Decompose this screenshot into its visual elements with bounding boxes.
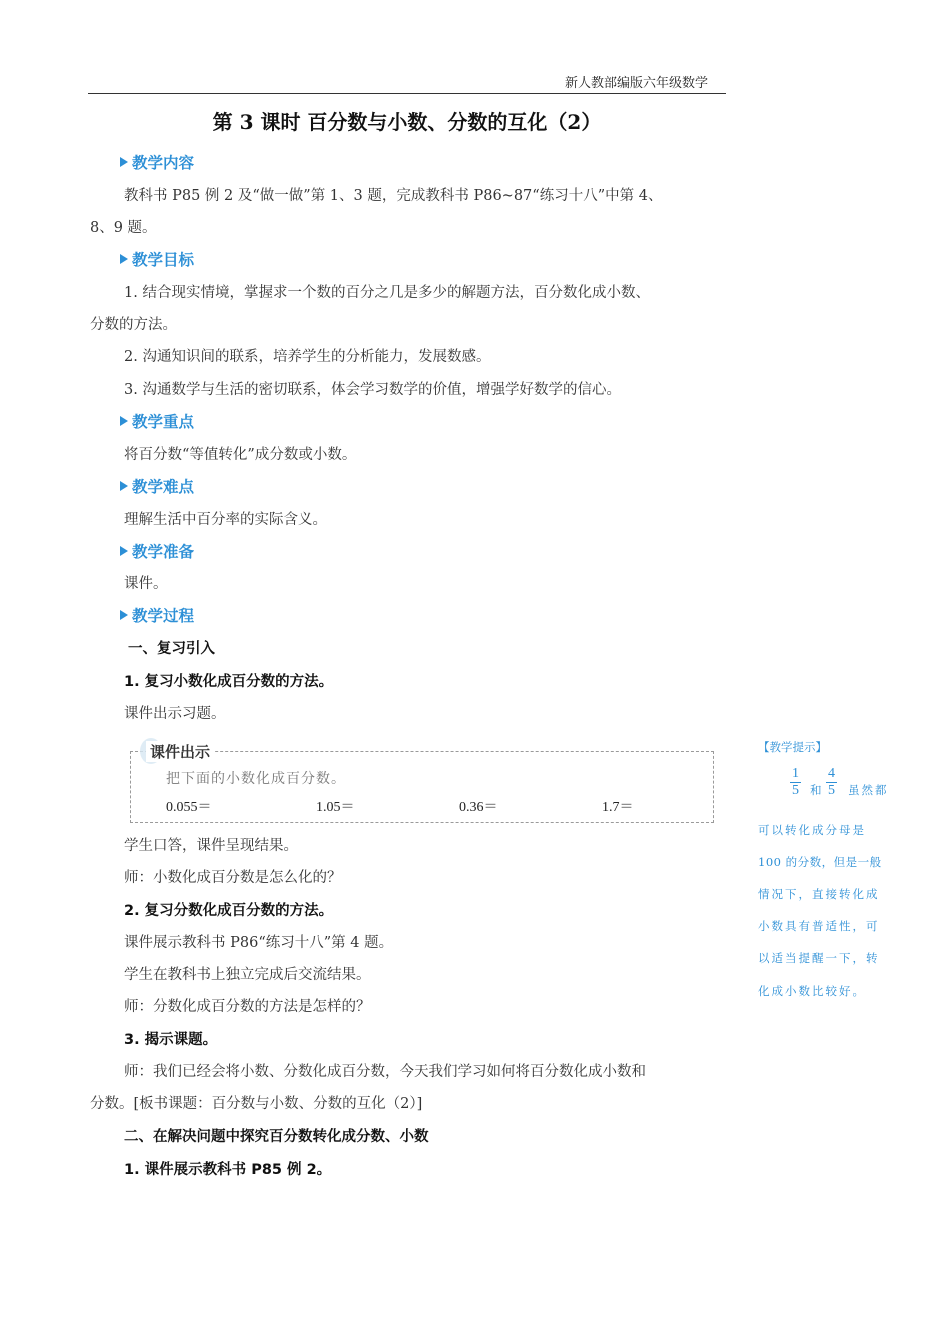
tip-fraction-2-denominator: 5 [828,783,835,798]
triangle-icon [120,610,128,620]
process-step-2-text-2: 学生在教科书上独立完成后交流结果。 [124,967,371,983]
header-rule [88,93,726,94]
triangle-icon [120,481,128,491]
process-step-2-text-3: 师：分数化成百分数的方法是怎样的？ [124,999,371,1015]
header-series: 新人教部编版六年级数学 [565,76,709,91]
courseware-item: 0.055＝ [166,800,212,815]
section-heading-label: 教学重点 [132,413,195,431]
triangle-icon [120,254,128,264]
goal-2: 2. 沟通知识间的联系，培养学生的分析能力，发展数感。 [124,349,491,365]
process-part-2: 二、在解决问题中探究百分数转化成分数、小数 [124,1129,429,1145]
courseware-item: 1.7＝ [602,800,634,815]
section-heading-label: 教学过程 [132,607,195,625]
section-heading-label: 教学内容 [132,154,195,172]
process-step-2-text-1: 课件展示教科书 P86“练习十八”第 4 题。 [124,935,394,951]
triangle-icon [120,416,128,426]
section-heading-process [120,604,194,626]
process-step-3-line-2: 分数。[板书课题：百分数与小数、分数的互化（2）] [90,1096,423,1112]
content-line-2: 8、9 题。 [90,220,157,236]
tip-fraction-2-numerator: 4 [828,766,835,781]
process-answer: 学生口答，课件呈现结果。 [124,838,298,854]
courseware-item: 1.05＝ [316,800,355,815]
process-question-1: 师：小数化成百分数是怎么化的？ [124,870,342,886]
tip-and: 和 [810,783,824,797]
tip-line-7: 化成小数比较好。 [758,984,866,998]
process-step-1-text: 课件出示习题。 [124,706,226,722]
goal-3: 3. 沟通数学与生活的密切联系，体会学习数学的价值，增强学好数学的信心。 [124,382,621,398]
page-title: 第 3 课时 百分数与小数、分数的互化（2） [212,110,602,134]
process-step-1: 1. 复习小数化成百分数的方法。 [124,674,334,690]
process-part-2-step-1: 1. 课件展示教科书 P85 例 2。 [124,1162,332,1178]
courseware-instruction: 把下面的小数化成百分数。 [166,771,346,787]
courseware-title: 课件出示 [146,741,214,762]
process-step-3: 3. 揭示课题。 [124,1032,218,1048]
courseware-item: 0.36＝ [459,800,498,815]
tip-line-4: 情况下，直接转化成 [758,887,880,901]
goal-1-line-1: 1. 结合现实情境，掌握求一个数的百分之几是多少的解题方法，百分数化成小数、 [124,285,650,301]
process-part-1: 一、复习引入 [128,641,215,657]
triangle-icon [120,546,128,556]
content-line-1: 教科书 P85 例 2 及“做一做”第 1、3 题，完成教科书 P86~87“练习十八”中第 4、 [124,188,663,204]
key-text: 将百分数“等值转化”成分数或小数。 [124,447,357,463]
process-step-2: 2. 复习分数化成百分数的方法。 [124,903,334,919]
triangle-icon [120,157,128,167]
tip-fraction-1-denominator: 5 [792,783,799,798]
tip-fraction-1 [790,766,801,799]
tip-fraction-1-numerator: 1 [792,766,799,781]
process-step-3-line-1: 师：我们已经会将小数、分数化成百分数，今天我们学习如何将百分数化成小数和 [124,1064,646,1080]
tip-line-5: 小数具有普适性，可 [758,919,880,933]
section-heading-prep [120,540,194,562]
tip-text-tail: 虽然都 [848,783,889,797]
tip-line-3: 100 的分数，但是一般 [758,855,882,869]
section-heading-goals [120,248,194,270]
difficulty-text: 理解生活中百分率的实际含义。 [124,512,327,528]
section-heading-label: 教学目标 [132,251,195,269]
goal-1-line-2: 分数的方法。 [90,317,177,333]
tip-heading: 【教学提示】 [758,740,827,754]
tip-fraction-2 [826,766,837,799]
section-heading-key [120,410,194,432]
section-heading-content [120,151,194,173]
prep-text: 课件。 [124,576,168,592]
section-heading-label: 教学难点 [132,478,195,496]
section-heading-label: 教学准备 [132,543,195,561]
section-heading-difficulty [120,475,194,497]
tip-line-6: 以适当提醒一下，转 [758,951,880,965]
tip-line-2: 可以转化成分母是 [758,823,866,837]
